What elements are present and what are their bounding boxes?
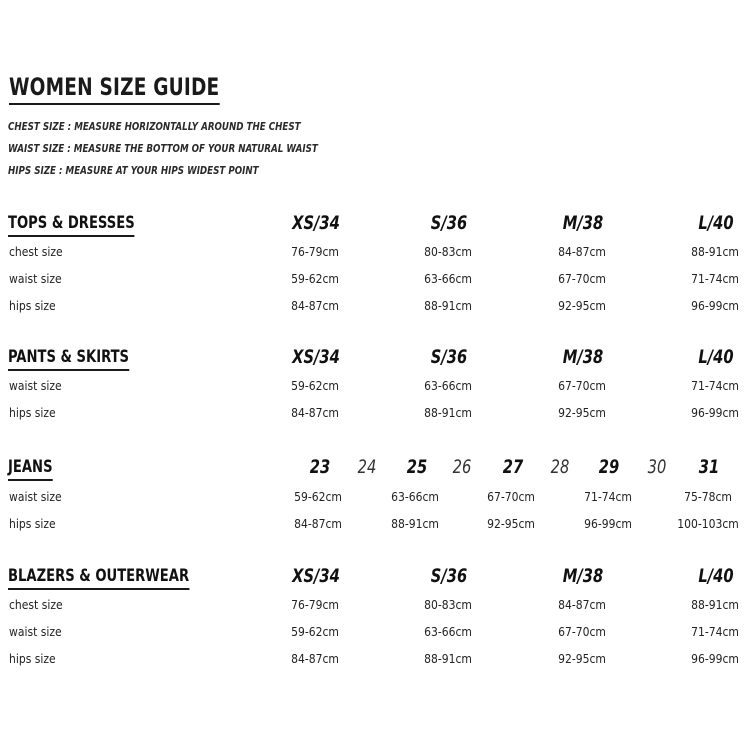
section-title-pants-skirts: PANTS & SKIRTS	[8, 346, 129, 371]
row-label: chest size	[9, 598, 63, 612]
size-value: 92-95cm	[558, 299, 606, 313]
size-value: 63-66cm	[424, 625, 472, 639]
size-header: M/38	[562, 565, 604, 587]
section-title-blazers-outerwear: BLAZERS & OUTERWEAR	[8, 565, 189, 590]
size-value: 80-83cm	[424, 245, 472, 259]
size-header: XS/34	[292, 346, 340, 368]
size-value: 84-87cm	[291, 299, 339, 313]
size-value: 100-103cm	[677, 517, 739, 531]
size-value: 84-87cm	[558, 598, 606, 612]
row-label: waist size	[9, 490, 62, 504]
size-header: M/38	[562, 346, 604, 368]
size-value: 88-91cm	[424, 406, 472, 420]
size-value: 96-99cm	[691, 299, 739, 313]
size-value: 63-66cm	[391, 490, 439, 504]
size-header: XS/34	[292, 565, 340, 587]
jeans-size-header: 27	[502, 456, 524, 478]
jeans-size-header: 29	[598, 456, 620, 478]
row-label: waist size	[9, 272, 62, 286]
instruction-waist: WAIST SIZE : MEASURE THE BOTTOM OF YOUR NATURAL WAIST	[8, 142, 318, 155]
size-value: 92-95cm	[558, 406, 606, 420]
size-value: 71-74cm	[691, 272, 739, 286]
row-label: waist size	[9, 379, 62, 393]
size-value: 67-70cm	[558, 625, 606, 639]
size-value: 84-87cm	[558, 245, 606, 259]
size-value: 71-74cm	[691, 379, 739, 393]
jeans-size-header: 26	[452, 456, 472, 478]
size-value: 88-91cm	[391, 517, 439, 531]
size-value: 96-99cm	[691, 652, 739, 666]
page-title: WOMEN SIZE GUIDE	[9, 72, 219, 105]
jeans-size-header: 25	[406, 456, 428, 478]
jeans-size-header: 23	[309, 456, 331, 478]
size-value: 92-95cm	[558, 652, 606, 666]
size-header: S/36	[430, 565, 468, 587]
size-header: XS/34	[292, 212, 340, 234]
size-value: 84-87cm	[291, 652, 339, 666]
size-value: 88-91cm	[424, 652, 472, 666]
size-header: L/40	[698, 565, 734, 587]
size-value: 59-62cm	[294, 490, 342, 504]
size-value: 96-99cm	[584, 517, 632, 531]
size-value: 80-83cm	[424, 598, 472, 612]
size-value: 84-87cm	[291, 406, 339, 420]
size-value: 88-91cm	[691, 245, 739, 259]
size-value: 63-66cm	[424, 379, 472, 393]
row-label: waist size	[9, 625, 62, 639]
jeans-size-header: 24	[357, 456, 377, 478]
size-value: 67-70cm	[487, 490, 535, 504]
size-value: 96-99cm	[691, 406, 739, 420]
size-header: M/38	[562, 212, 604, 234]
size-header: S/36	[430, 212, 468, 234]
jeans-size-header: 28	[550, 456, 570, 478]
size-header: L/40	[698, 346, 734, 368]
instruction-chest: CHEST SIZE : MEASURE HORIZONTALLY AROUND THE CHEST	[8, 120, 301, 133]
size-value: 84-87cm	[294, 517, 342, 531]
size-value: 63-66cm	[424, 272, 472, 286]
section-title-tops-dresses: TOPS & DRESSES	[8, 212, 135, 237]
jeans-size-header: 31	[698, 456, 720, 478]
size-value: 76-79cm	[291, 598, 339, 612]
row-label: hips size	[9, 652, 56, 666]
size-value: 71-74cm	[584, 490, 632, 504]
size-value: 67-70cm	[558, 379, 606, 393]
size-value: 59-62cm	[291, 379, 339, 393]
row-label: hips size	[9, 517, 56, 531]
size-value: 88-91cm	[691, 598, 739, 612]
jeans-size-header: 30	[647, 456, 667, 478]
row-label: chest size	[9, 245, 63, 259]
row-label: hips size	[9, 406, 56, 420]
size-value: 76-79cm	[291, 245, 339, 259]
size-value: 67-70cm	[558, 272, 606, 286]
size-value: 75-78cm	[684, 490, 732, 504]
size-value: 92-95cm	[487, 517, 535, 531]
size-header: L/40	[698, 212, 734, 234]
size-header: S/36	[430, 346, 468, 368]
row-label: hips size	[9, 299, 56, 313]
size-value: 59-62cm	[291, 272, 339, 286]
section-title-jeans: JEANS	[8, 456, 53, 481]
instruction-hips: HIPS SIZE : MEASURE AT YOUR HIPS WIDEST POINT	[8, 164, 259, 177]
size-value: 88-91cm	[424, 299, 472, 313]
size-value: 59-62cm	[291, 625, 339, 639]
size-value: 71-74cm	[691, 625, 739, 639]
